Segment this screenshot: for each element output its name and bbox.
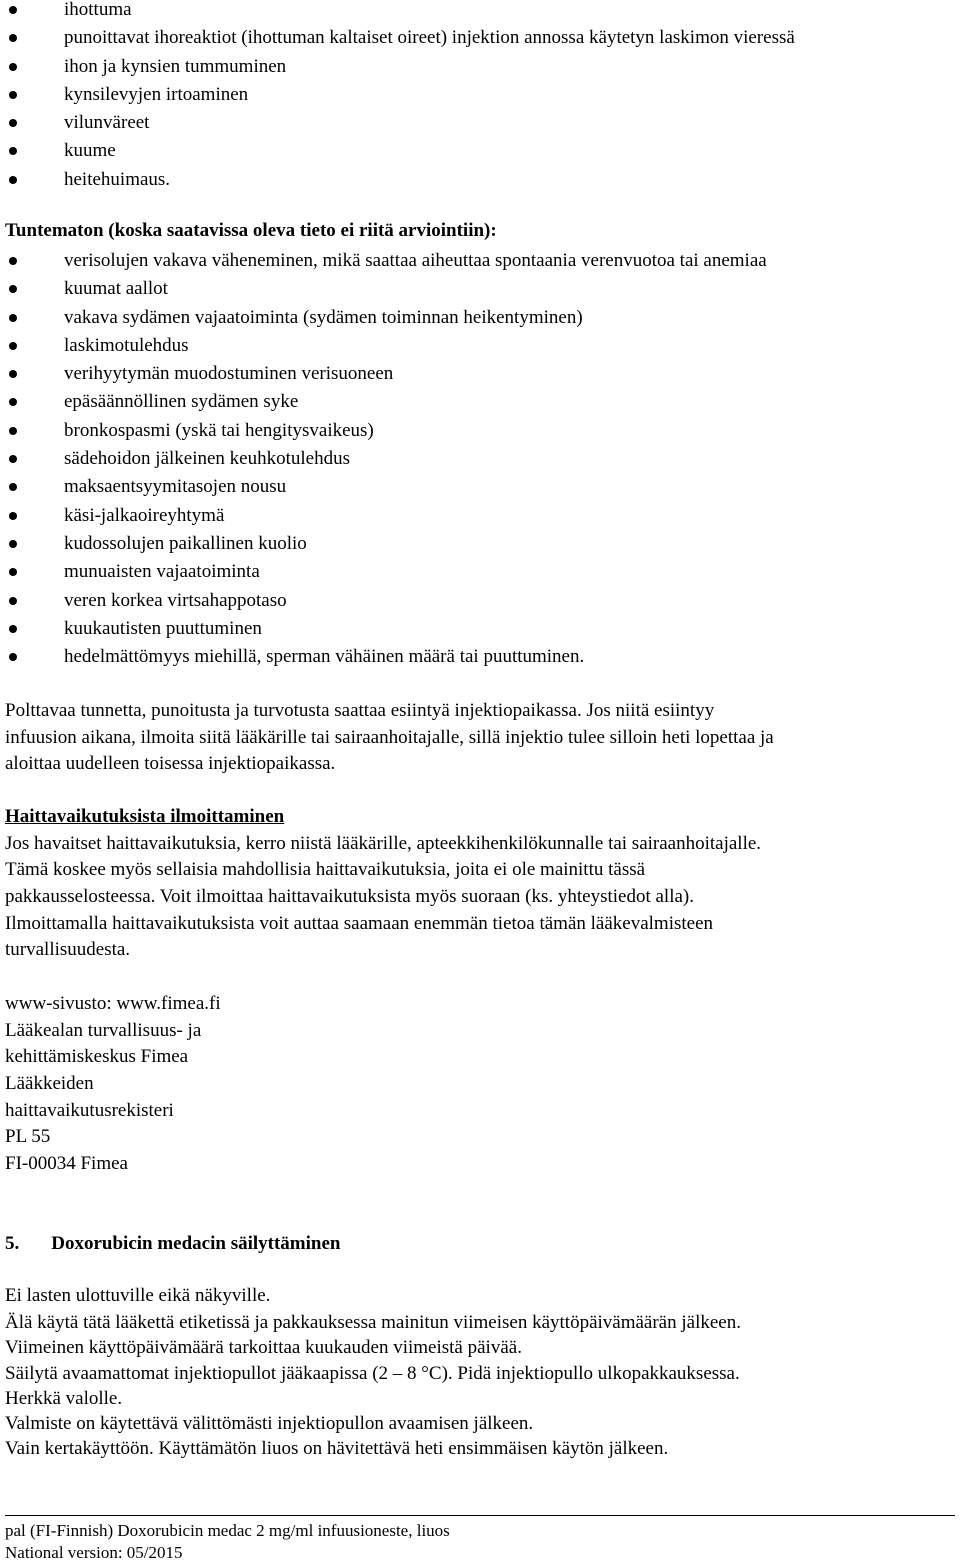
contact-line: kehittämiskeskus Fimea	[5, 1046, 189, 1068]
contact-line: Lääkkeiden	[5, 1073, 94, 1095]
list-item	[5, 250, 950, 278]
list-item-text: käsi-jalkaoireyhtymä	[64, 504, 225, 526]
reporting-section	[5, 806, 950, 966]
bullet-icon	[9, 119, 17, 127]
section-title: Doxorubicin medacin säilyttäminen	[51, 1233, 341, 1254]
list-item-text: kynsilevyjen irtoaminen	[64, 83, 249, 105]
list-item	[5, 169, 950, 197]
list-item-text: hedelmättömyys miehillä, sperman vähäinen määrä tai puuttuminen.	[64, 646, 585, 668]
list-item	[5, 533, 950, 561]
list-item	[5, 646, 950, 674]
contact-website: www-sivusto: www.fimea.fi	[5, 993, 221, 1014]
list-item	[5, 561, 950, 589]
bullet-icon	[9, 540, 17, 548]
paragraph-line: pakkausselosteessa. Voit ilmoittaa haittavaikutuksista myös suoraan (ks. yhteystiedot alla).	[5, 886, 694, 908]
side-effects-list-top	[5, 0, 950, 197]
bullet-icon	[9, 147, 17, 155]
paragraph-line: Vain kertakäyttöön. Käyttämätön liuos on hävitettävä heti ensimmäisen käytön jälkeen.	[5, 1438, 669, 1460]
list-item-text: verisolujen vakava väheneminen, mikä saattaa aiheuttaa spontaania verenvuotoa tai anemiaa	[64, 250, 767, 271]
side-effects-list-unknown	[5, 250, 950, 674]
bullet-icon	[9, 597, 17, 605]
list-item-text: vakava sydämen vajaatoiminta (sydämen toiminnan heikentyminen)	[64, 306, 583, 328]
bullet-icon	[9, 257, 17, 265]
unknown-frequency-heading: Tuntematon (koska saatavissa oleva tieto ei riitä arviointiin):	[5, 220, 497, 241]
paragraph-line: turvallisuudesta.	[5, 939, 131, 961]
bullet-icon	[9, 285, 17, 293]
list-item	[5, 420, 950, 448]
footer-product-line: pal (FI-Finnish) Doxorubicin medac 2 mg/ml infuusioneste, liuos	[5, 1521, 450, 1540]
paragraph-line: Säilytä avaamattomat injektiopullot jääkaapissa (2 – 8 °C). Pidä injektiopullo ulkopakkauksessa.	[5, 1362, 740, 1384]
bullet-icon	[9, 34, 17, 42]
list-item-text: kuukautisten puuttuminen	[64, 617, 262, 639]
list-item-text: kudossolujen paikallinen kuolio	[64, 532, 307, 554]
injection-site-paragraph	[5, 700, 950, 780]
list-item-text: laskimotulehdus	[64, 334, 189, 356]
list-item	[5, 112, 950, 140]
list-item-text: veren korkea virtsahappotaso	[64, 589, 287, 611]
paragraph-line: Jos havaitset haittavaikutuksia, kerro niistä lääkärille, apteekkihenkilökunnalle tai sairaanhoitajalle.	[5, 832, 762, 854]
paragraph-line: Tämä koskee myös sellaisia mahdollisia haittavaikutuksia, joita ei ole mainittu tässä	[5, 859, 646, 881]
section-5-body	[5, 1285, 950, 1464]
bullet-icon	[9, 512, 17, 520]
footer-divider	[5, 1515, 955, 1516]
bullet-icon	[9, 455, 17, 463]
list-item-text: kuumat aallot	[64, 278, 168, 300]
contact-line: PL 55	[5, 1126, 51, 1148]
list-item	[5, 56, 950, 84]
list-item-text: maksaentsyymitasojen nousu	[64, 476, 287, 498]
list-item	[5, 448, 950, 476]
list-item	[5, 590, 950, 618]
list-item	[5, 618, 950, 646]
paragraph-line: Älä käytä tätä lääkettä etiketissä ja pakkauksessa mainitun viimeisen käyttöpäivämäärän jälkeen.	[5, 1312, 741, 1333]
paragraph-line: infuusion aikana, ilmoita siitä lääkärille tai sairaanhoitajalle, sillä injektio tulee silloin heti lopettaa ja	[5, 726, 774, 748]
paragraph-line: Ei lasten ulottuville eikä näkyville.	[5, 1285, 271, 1306]
paragraph-line: Ilmoittamalla haittavaikutuksista voit auttaa saamaan enemmän tietoa tämän lääkevalmisteen	[5, 912, 714, 934]
list-item-text: verihyytymän muodostuminen verisuoneen	[64, 363, 394, 385]
list-item-text: vilunväreet	[64, 112, 150, 134]
contact-line: haittavaikutusrekisteri	[5, 1099, 174, 1121]
contact-line: Lääkealan turvallisuus- ja	[5, 1019, 202, 1041]
bullet-icon	[9, 625, 17, 633]
list-item	[5, 391, 950, 419]
reporting-heading: Haittavaikutuksista ilmoittaminen	[5, 806, 285, 827]
list-item-text: heitehuimaus.	[64, 168, 171, 190]
list-item	[5, 505, 950, 533]
list-item	[5, 0, 950, 27]
paragraph-line: Polttavaa tunnetta, punoitusta ja turvotusta saattaa esiintyä injektiopaikassa. Jos niitä esiintyy	[5, 700, 715, 721]
footer-version-line: National version: 05/2015	[5, 1543, 183, 1562]
bullet-icon	[9, 6, 17, 14]
bullet-icon	[9, 427, 17, 435]
list-item-text: epäsäännöllinen sydämen syke	[64, 391, 299, 413]
bullet-icon	[9, 176, 17, 184]
paragraph-line: aloittaa uudelleen toisessa injektiopaikassa.	[5, 753, 336, 775]
bullet-icon	[9, 398, 17, 406]
list-item	[5, 335, 950, 363]
paragraph-line: Viimeinen käyttöpäivämäärä tarkoittaa kuukauden viimeistä päivää.	[5, 1337, 522, 1359]
list-item	[5, 278, 950, 306]
bullet-icon	[9, 483, 17, 491]
bullet-icon	[9, 568, 17, 576]
list-item	[5, 27, 950, 55]
bullet-icon	[9, 314, 17, 322]
bullet-icon	[9, 63, 17, 71]
page-footer	[5, 1520, 450, 1564]
bullet-icon	[9, 91, 17, 99]
list-item-text: punoittavat ihoreaktiot (ihottuman kaltaiset oireet) injektion annossa käytetyn laskimon vieressä	[64, 27, 795, 49]
section-5-heading	[5, 1233, 950, 1255]
list-item	[5, 140, 950, 168]
section-number: 5.	[5, 1233, 20, 1254]
contact-block	[5, 993, 950, 1180]
bullet-icon	[9, 653, 17, 661]
list-item	[5, 476, 950, 504]
list-item-text: ihon ja kynsien tummuminen	[64, 55, 287, 77]
contact-line: FI-00034 Fimea	[5, 1153, 128, 1175]
list-item-text: munuaisten vajaatoiminta	[64, 561, 260, 583]
list-item	[5, 307, 950, 335]
list-item	[5, 363, 950, 391]
paragraph-line: Valmiste on käytettävä välittömästi injektiopullon avaamisen jälkeen.	[5, 1413, 534, 1435]
list-item	[5, 84, 950, 112]
list-item-text: bronkospasmi (yskä tai hengitysvaikeus)	[64, 419, 374, 441]
bullet-icon	[9, 370, 17, 378]
list-item-text: ihottuma	[64, 0, 132, 20]
list-item-text: kuume	[64, 140, 116, 162]
bullet-icon	[9, 342, 17, 350]
list-item-text: sädehoidon jälkeinen keuhkotulehdus	[64, 448, 350, 470]
paragraph-line: Herkkä valolle.	[5, 1387, 123, 1409]
